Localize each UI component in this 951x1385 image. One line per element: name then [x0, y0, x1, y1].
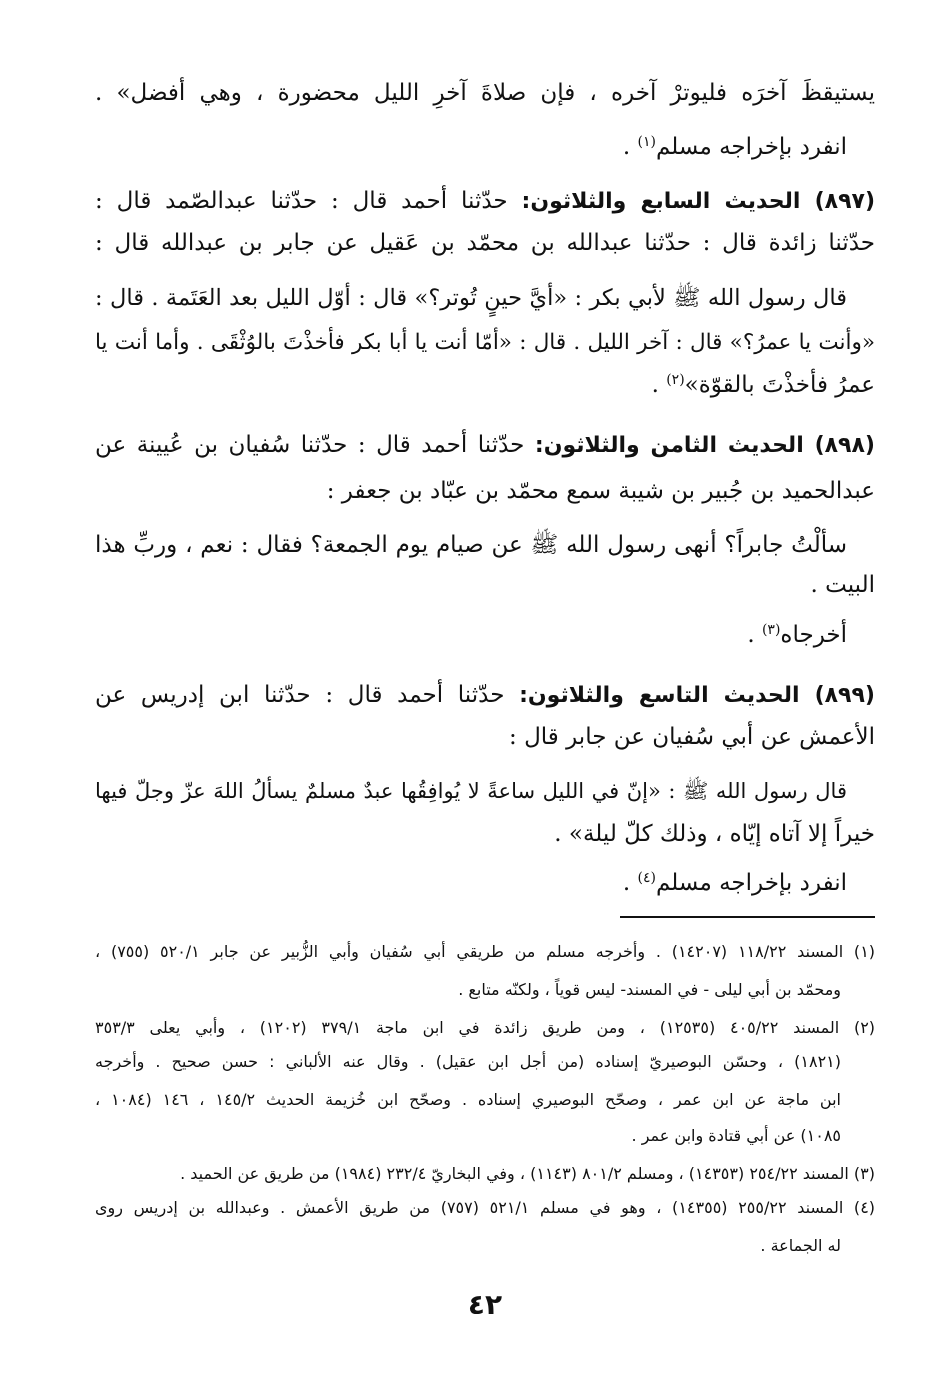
footnote-ref[interactable]: (١)	[637, 134, 656, 150]
footnote-1-cont: ومحمّد بن أبي ليلى - في المسند- ليس قوياً ، ولكنّه متابع .	[458, 980, 841, 999]
text-line: الأعمش عن أبي سُفيان عن جابر قال :	[509, 724, 875, 750]
text-line: سألْتُ جابراً؟ أنهى رسول الله ﷺ عن صيام يوم الجمعة؟ فقال : نعم ، وربِّ هذا	[95, 532, 847, 558]
hadith-heading-897: (٨٩٧) الحديث السابع والثلاثون: حدّثنا أحمد قال : حدّثنا عبدالصّمد قال :	[95, 188, 875, 214]
text-line: قال رسول الله ﷺ لأبي بكر : «أيَّ حينٍ تُوتر؟» قال : أوّل الليل بعد العَتَمة . قال :	[95, 285, 847, 311]
footnote-separator	[620, 916, 875, 918]
footnote-1: (١) المسند ١١٨/٢٢ (١٤٢٠٧) . وأخرجه مسلم من طريقي أبي سُفيان وأبي الزُّبير عن جابر ٥٢٠/١ (٧٥٥) ،	[95, 942, 876, 961]
footnote-2-cont: ١٠٨٥) عن أبي قتادة وابن عمر .	[631, 1126, 841, 1145]
text-line: أخرجاه$^{(٣)}$ .	[747, 622, 847, 648]
footnote-ref[interactable]: (٤)	[637, 870, 656, 886]
footnote-4-cont: له الجماعة .	[760, 1236, 841, 1255]
book-page	[95, 64, 875, 1324]
footnote-ref[interactable]: (٣)	[761, 622, 781, 638]
footnote-2-cont: ابن ماجة عن ابن عمر ، وصحّح البوصيري إسناده . وصحّح ابن خُزيمة الحديث ١٤٥/٢ ، ١٤٦ (١٠٨٤ ،	[95, 1090, 842, 1109]
footnote-2: (٢) المسند ٤٠٥/٢٢ (١٢٥٣٥) ، ومن طريق زائدة في ابن ماجة ٣٧٩/١ (١٢٠٢) ، وأبي يعلى ٣٥٣/٣	[95, 1018, 876, 1037]
text-line: خيراً إلا آتاه إيّاه ، وذلك كلّ ليلة» .	[554, 821, 875, 847]
text-line: البيت .	[810, 572, 875, 598]
footnote-2-cont: (١٨٢١) ، وحسّن البوصيريّ إسناده (من أجل ابن عقيل) . وقال عنه الألباني : حسن صحيح . وأخرجه	[95, 1052, 841, 1071]
hadith-title: (٨٩٧) الحديث السابع والثلاثون:	[521, 189, 875, 214]
hadith-heading-898: (٨٩٨) الحديث الثامن والثلاثون: حدّثنا أحمد قال : حدّثنا سُفيان بن عُيينة عن	[95, 432, 875, 458]
hadith-title: (٨٩٨) الحديث الثامن والثلاثون:	[534, 433, 875, 458]
footnote-4: (٤) المسند ٢٥٥/٢٢ (١٤٣٥٥) ، وهو في مسلم ٥٢١/١ (٧٥٧) من طريق الأعمش . وعبدالله بن إدريس روى	[95, 1198, 876, 1217]
text-line: «وأنت يا عمرُ؟» قال : آخر الليل . قال : «أمّا أنت يا أبا بكر فأخذْتَ بالوُثْقَى . وأما أنت يا	[95, 330, 875, 355]
hadith-heading-899: (٨٩٩) الحديث التاسع والثلاثون: حدّثنا أحمد قال : حدّثنا ابن إدريس عن	[95, 682, 875, 708]
text-line: انفرد بإخراجه مسلم$^{(٤)}$ .	[622, 870, 847, 896]
hadith-title: (٨٩٩) الحديث التاسع والثلاثون:	[519, 683, 875, 708]
text-line: عمرُ فأخذْتَ بالقوّة»$^{(٢)}$ .	[651, 372, 875, 398]
text-line: يستيقظَ آخرَه فليوترْ آخره ، فإن صلاةَ آخرِ الليل محضورة ، وهي أفضل» .	[95, 80, 875, 106]
footnote-3: (٣) المسند ٢٥٤/٢٢ (١٤٣٥٣) ، ومسلم ٨٠١/٢ (١١٤٣) ، وفي البخاريّ ٢٣٢/٤ (١٩٨٤) من طريق عن الحميد .	[180, 1164, 875, 1183]
footnote-ref[interactable]: (٢)	[666, 372, 685, 388]
text-line: انفرد بإخراجه مسلم$^{(١)}$ .	[622, 134, 847, 160]
page-number: ٤٢	[467, 1288, 503, 1321]
text-line: عبدالحميد بن جُبير بن شيبة سمع محمّد بن عبّاد بن جعفر :	[326, 478, 875, 504]
text-line: قال رسول الله ﷺ : «إنّ في الليل ساعةً لا يُوافِقُها عبدٌ مسلمٌ يسألُ اللهَ عزّ وجلّ فيها	[95, 779, 847, 803]
text-line: حدّثنا زائدة قال : حدّثنا عبدالله بن محمّد بن عَقيل عن جابر بن عبدالله قال :	[95, 230, 875, 256]
